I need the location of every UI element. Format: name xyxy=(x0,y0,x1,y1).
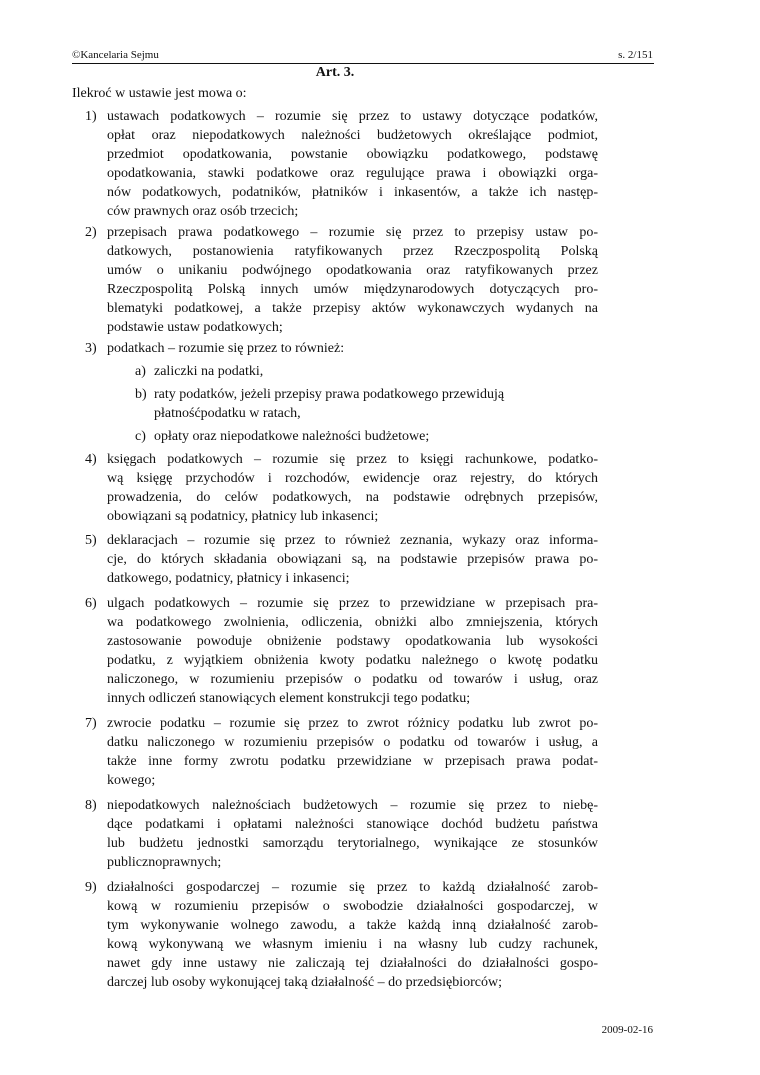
definition-line: także inne formy zwrotu podatku przewidziane w przepisach prawa podat- xyxy=(107,754,598,769)
definition-line: ulgach podatkowych – rozumie się przez to przewidziane w przepisach pra- xyxy=(107,596,598,611)
definition-line: wą księgę przychodów i rozchodów, ewidencje oraz rejestry, do których xyxy=(107,471,598,486)
header-publisher: ©Kancelaria Sejmu xyxy=(72,49,159,61)
definition-item-4 xyxy=(85,450,598,526)
subitem-line: raty podatków, jeżeli przepisy prawa podatkowego przewidują płatność xyxy=(154,387,505,421)
definition-line: podatkach – rozumie się przez to również: xyxy=(107,341,345,356)
subitem-line: zaliczki na podatki, xyxy=(154,364,264,379)
footer-date: 2009-02-16 xyxy=(601,1024,653,1036)
definition-line: nawet gdy inne ustawy nie zaliczają tej działalności do działalności gospo- xyxy=(107,956,598,971)
definition-number: 3) xyxy=(85,341,97,356)
definition-line: naliczonego, w rozumieniu przepisów o podatku od towarów i usług, oraz xyxy=(107,672,598,687)
definitions-list xyxy=(85,107,598,992)
definition-number: 1) xyxy=(85,109,97,124)
definition-line: cje, do których składania obowiązani są, na podstawie przepisów prawa po- xyxy=(107,552,598,567)
definition-number: 8) xyxy=(85,798,97,813)
subitem-c xyxy=(135,427,598,446)
definition-line: kową w rozumieniu przepisów o swobodzie działalności gospodarczej, w xyxy=(107,899,598,914)
definition-line: dące podatkami i opłatami należności stanowiące dochód budżetu państwa xyxy=(107,817,598,832)
definition-line: kowego; xyxy=(107,773,156,788)
definition-line: datkowego, podatnicy, płatnicy i inkasenci; xyxy=(107,571,350,586)
definition-item-5 xyxy=(85,531,598,588)
article-intro: Ilekroć w ustawie jest mowa o: xyxy=(72,86,247,101)
definition-number: 6) xyxy=(85,596,97,611)
definition-line: ustawach podatkowych – rozumie się przez to ustawy dotyczące podatków, xyxy=(107,109,598,124)
subitem-b xyxy=(135,385,598,423)
definition-line: lub budżetu jednostki samorządu terytorialnego, wynikające ze stosunków xyxy=(107,836,598,851)
definition-line: tym wykonywanie wolnego zawodu, a także każdą inną działalność zarob- xyxy=(107,918,598,933)
definition-line: Rzeczpospolitą Polską innych umów międzynarodowych dotyczących pro- xyxy=(107,282,598,297)
definition-line: deklaracjach – rozumie się przez to również zeznania, wykazy oraz informa- xyxy=(107,533,598,548)
header-page-number: s. 2/151 xyxy=(618,49,653,61)
definition-line: wa podatkowego zwolnienia, odliczenia, obniżki albo zmniejszenia, których xyxy=(107,615,598,630)
definition-line: blematyki podatkowej, a także przepisy aktów wykonawczych wydanych na xyxy=(107,301,598,316)
definition-line: publicznoprawnych; xyxy=(107,855,222,870)
subitem-number: a) xyxy=(135,364,146,379)
article-title: Art. 3. xyxy=(315,65,355,80)
definition-item-3 xyxy=(85,339,598,358)
definition-item-8 xyxy=(85,796,598,872)
definition-number: 7) xyxy=(85,716,97,731)
definition-item-1 xyxy=(85,107,598,221)
definition-line: prowadzenia, do celów podatkowych, na podstawie odrębnych przepisów, xyxy=(107,490,598,505)
definition-line: opodatkowania, stawki podatkowe oraz regulujące prawa i obowiązki orga- xyxy=(107,166,598,181)
definition-line: podstawie ustaw podatkowych; xyxy=(107,320,283,335)
definition-line: zwrocie podatku – rozumie się przez to zwrot różnicy podatku lub zwrot po- xyxy=(107,716,598,731)
definition-number: 5) xyxy=(85,533,97,548)
definition-line: zastosowanie powoduje obniżenie podstawy opodatkowania lub wysokości xyxy=(107,634,598,649)
definition-number: 9) xyxy=(85,880,97,895)
subitem-a xyxy=(135,362,598,381)
definition-line: przedmiot opodatkowania, powstanie obowiązku podatkowego, podstawę xyxy=(107,147,598,162)
definition-line: obowiązani są podatnicy, płatnicy lub inkasenci; xyxy=(107,509,379,524)
definition-line: ców prawnych oraz osób trzecich; xyxy=(107,204,299,219)
definition-item-2 xyxy=(85,223,598,337)
definition-line: opłat oraz niepodatkowych należności budżetowych określające podmiot, xyxy=(107,128,598,143)
definition-line: księgach podatkowych – rozumie się przez to księgi rachunkowe, podatko- xyxy=(107,452,598,467)
definition-number: 2) xyxy=(85,225,97,240)
definition-line: podatku, z wyjątkiem obniżenia kwoty podatku należnego o kwotę podatku xyxy=(107,653,598,668)
definition-item-7 xyxy=(85,714,598,790)
definition-line: datkowych, postanowienia ratyfikowanych przez Rzeczpospolitą Polską xyxy=(107,244,598,259)
definition-number: 4) xyxy=(85,452,97,467)
definition-line: nów podatkowych, podatników, płatników i inkasentów, a także ich następ- xyxy=(107,185,598,200)
definition-line: innych odliczeń stanowiących element konstrukcji tego podatku; xyxy=(107,691,471,706)
definition-line: przepisach prawa podatkowego – rozumie się przez to przepisy ustaw po- xyxy=(107,225,598,240)
subitem-number: b) xyxy=(135,387,147,402)
definition-line: działalności gospodarczej – rozumie się przez to każdą działalność zarob- xyxy=(107,880,598,895)
definition-item-9 xyxy=(85,878,598,992)
definition-line: kową wykonywaną we własnym imieniu i na własny lub cudzy rachunek, xyxy=(107,937,598,952)
subitem-line: opłaty oraz niepodatkowe należności budżetowe; xyxy=(154,429,430,444)
definition-line: umów o unikaniu podwójnego opodatkowania oraz ratyfikowanych przez xyxy=(107,263,598,278)
definition-line: darczej lub osoby wykonującej taką działalność – do przedsiębiorców; xyxy=(107,975,502,990)
subitem-line: podatku w ratach, xyxy=(200,406,301,421)
definition-line: niepodatkowych należnościach budżetowych – rozumie się przez to niebę- xyxy=(107,798,598,813)
subitem-number: c) xyxy=(135,429,146,444)
definition-line: datku naliczonego w rozumieniu przepisów o podatku od towarów i usług, a xyxy=(107,735,598,750)
definition-item-6 xyxy=(85,594,598,708)
